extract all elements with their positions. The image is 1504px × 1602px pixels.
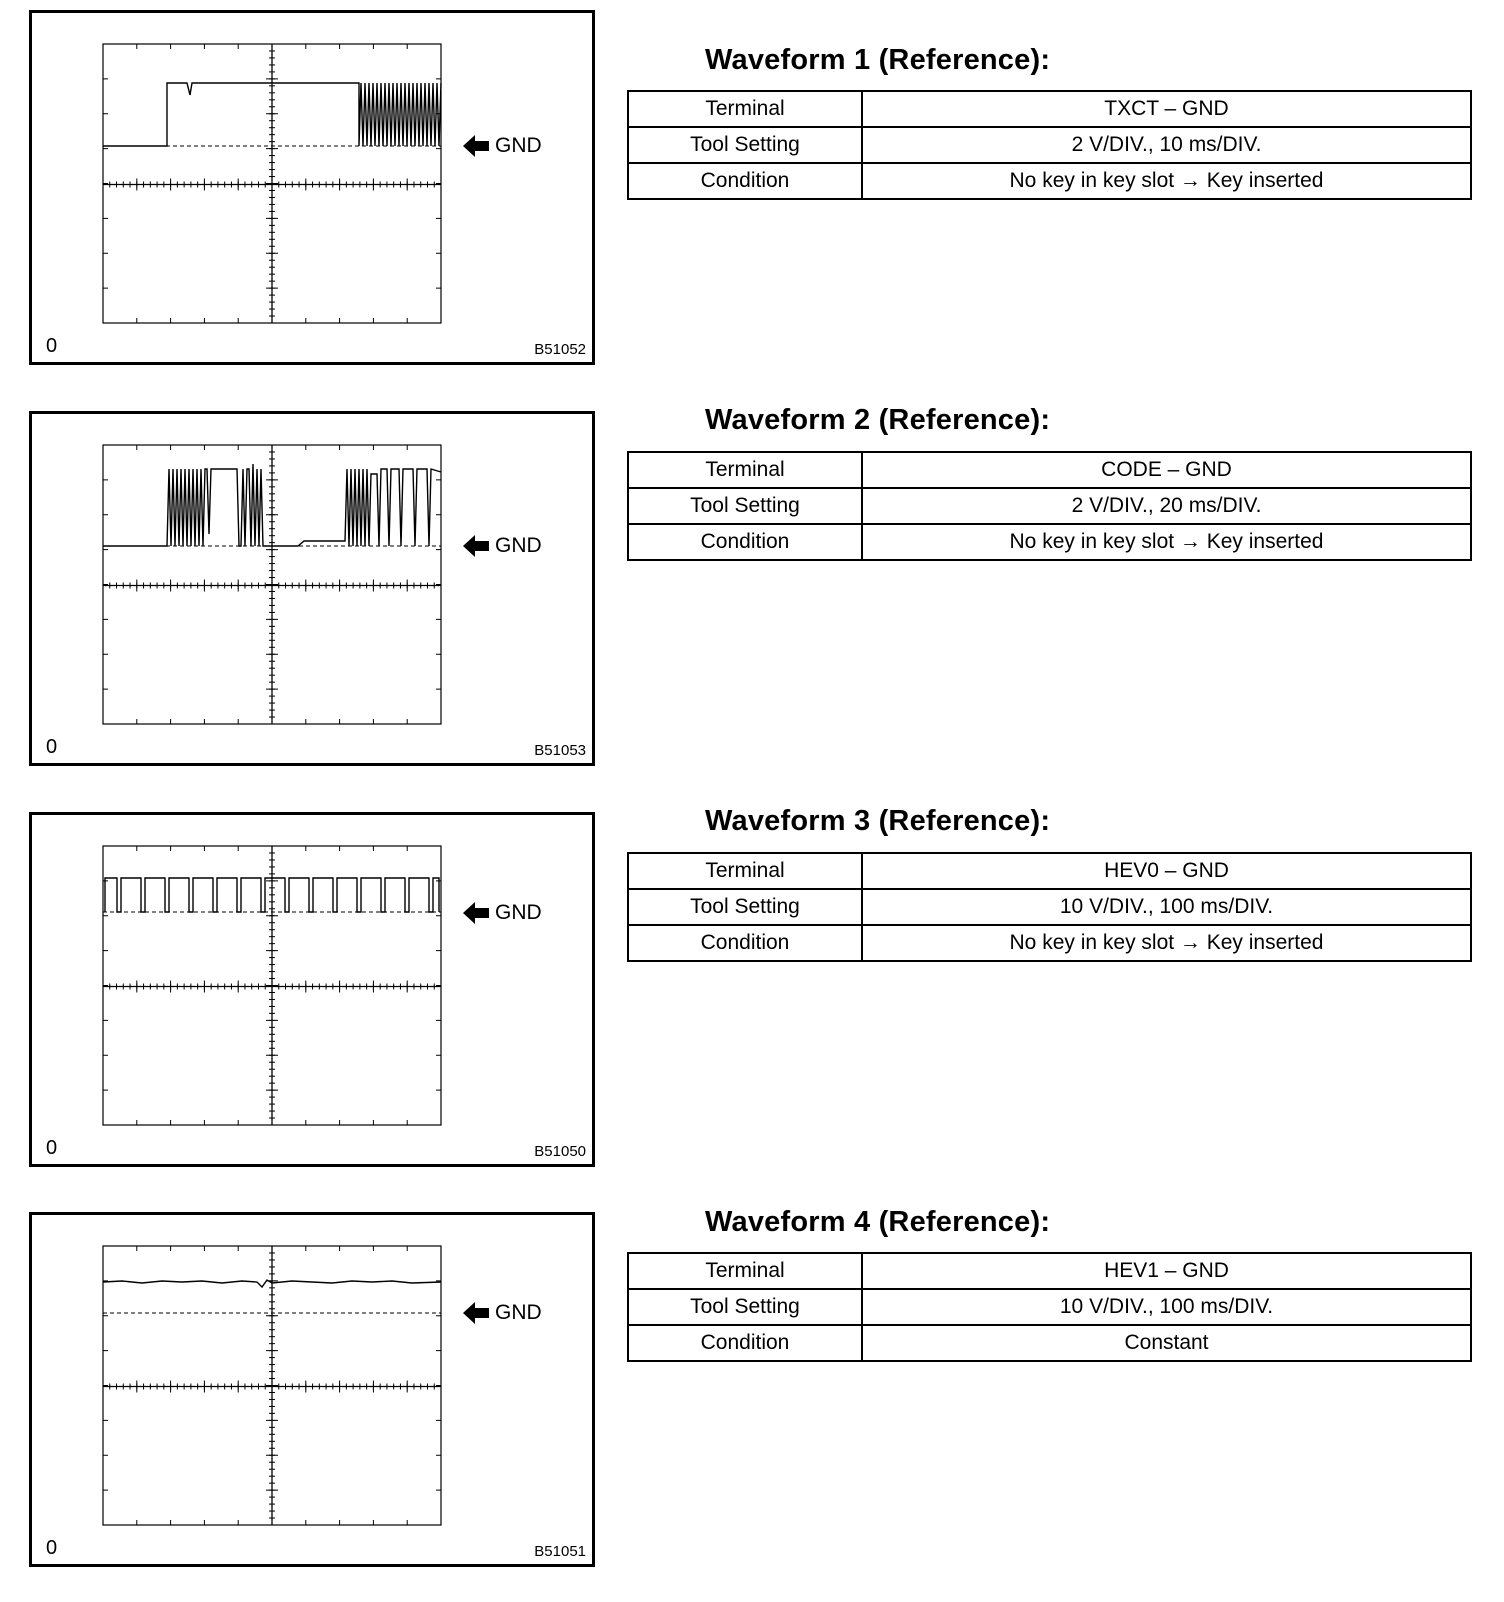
zero-label: 0 (46, 1537, 58, 1559)
scope-panel-1 (29, 10, 595, 365)
table-row (628, 488, 1471, 524)
scope-panel-2 (29, 411, 595, 766)
row-value: HEV0 – GND (862, 853, 1471, 889)
spec-table-4 (627, 1252, 1472, 1362)
row-key: Terminal (628, 1253, 862, 1289)
row-value: 2 V/DIV., 10 ms/DIV. (862, 127, 1471, 163)
row-key: Tool Setting (628, 1289, 862, 1325)
arrow-left-icon (463, 902, 489, 924)
table-row (628, 889, 1471, 925)
spec-table-3 (627, 852, 1472, 962)
row-key: Tool Setting (628, 127, 862, 163)
arrow-left-icon (463, 535, 489, 557)
table-row (628, 127, 1471, 163)
gnd-label: GND (495, 901, 542, 924)
table-row (628, 1289, 1471, 1325)
row-key: Tool Setting (628, 488, 862, 524)
table-row (628, 853, 1471, 889)
arrow-left-icon (463, 1302, 489, 1324)
row-value: TXCT – GND (862, 91, 1471, 127)
row-key: Terminal (628, 91, 862, 127)
scope-panel-4 (29, 1212, 595, 1567)
waveform-title-3: Waveform 3 (Reference): (705, 805, 1051, 837)
table-row (628, 91, 1471, 127)
figure-code: B51053 (534, 742, 586, 759)
gnd-label: GND (495, 134, 542, 157)
gnd-label: GND (495, 534, 542, 557)
row-value: 2 V/DIV., 20 ms/DIV. (862, 488, 1471, 524)
spec-table-2 (627, 451, 1472, 561)
oscilloscope-screen-1 (32, 13, 598, 368)
table-row (628, 925, 1471, 961)
waveform-title-4: Waveform 4 (Reference): (705, 1206, 1051, 1238)
table-row (628, 452, 1471, 488)
row-value: Constant (862, 1325, 1471, 1361)
row-value: 10 V/DIV., 100 ms/DIV. (862, 1289, 1471, 1325)
zero-label: 0 (46, 736, 58, 758)
arrow-left-icon (463, 135, 489, 157)
figure-code: B51051 (534, 1543, 586, 1560)
gnd-marker (463, 534, 542, 558)
table-row (628, 524, 1471, 560)
gnd-marker (463, 1301, 542, 1325)
scope-panel-3 (29, 812, 595, 1167)
row-key: Tool Setting (628, 889, 862, 925)
table-row (628, 1253, 1471, 1289)
row-key: Terminal (628, 853, 862, 889)
row-key: Condition (628, 925, 862, 961)
gnd-label: GND (495, 1301, 542, 1324)
row-key: Terminal (628, 452, 862, 488)
zero-label: 0 (46, 1137, 58, 1159)
row-key: Condition (628, 524, 862, 560)
oscilloscope-screen-2 (32, 414, 598, 769)
row-key: Condition (628, 1325, 862, 1361)
gnd-marker (463, 901, 542, 925)
waveform-title-1: Waveform 1 (Reference): (705, 44, 1051, 76)
waveform-title-2: Waveform 2 (Reference): (705, 404, 1051, 436)
row-value: CODE – GND (862, 452, 1471, 488)
row-value: No key in key slot → Key inserted (862, 524, 1471, 560)
zero-label: 0 (46, 335, 58, 357)
figure-code: B51050 (534, 1143, 586, 1160)
oscilloscope-screen-4 (32, 1215, 598, 1570)
spec-table-1 (627, 90, 1472, 200)
row-key: Condition (628, 163, 862, 199)
figure-code: B51052 (534, 341, 586, 358)
gnd-marker (463, 134, 542, 158)
table-row (628, 1325, 1471, 1361)
oscilloscope-screen-3 (32, 815, 598, 1170)
row-value: HEV1 – GND (862, 1253, 1471, 1289)
row-value: 10 V/DIV., 100 ms/DIV. (862, 889, 1471, 925)
row-value: No key in key slot → Key inserted (862, 925, 1471, 961)
table-row (628, 163, 1471, 199)
row-value: No key in key slot → Key inserted (862, 163, 1471, 199)
